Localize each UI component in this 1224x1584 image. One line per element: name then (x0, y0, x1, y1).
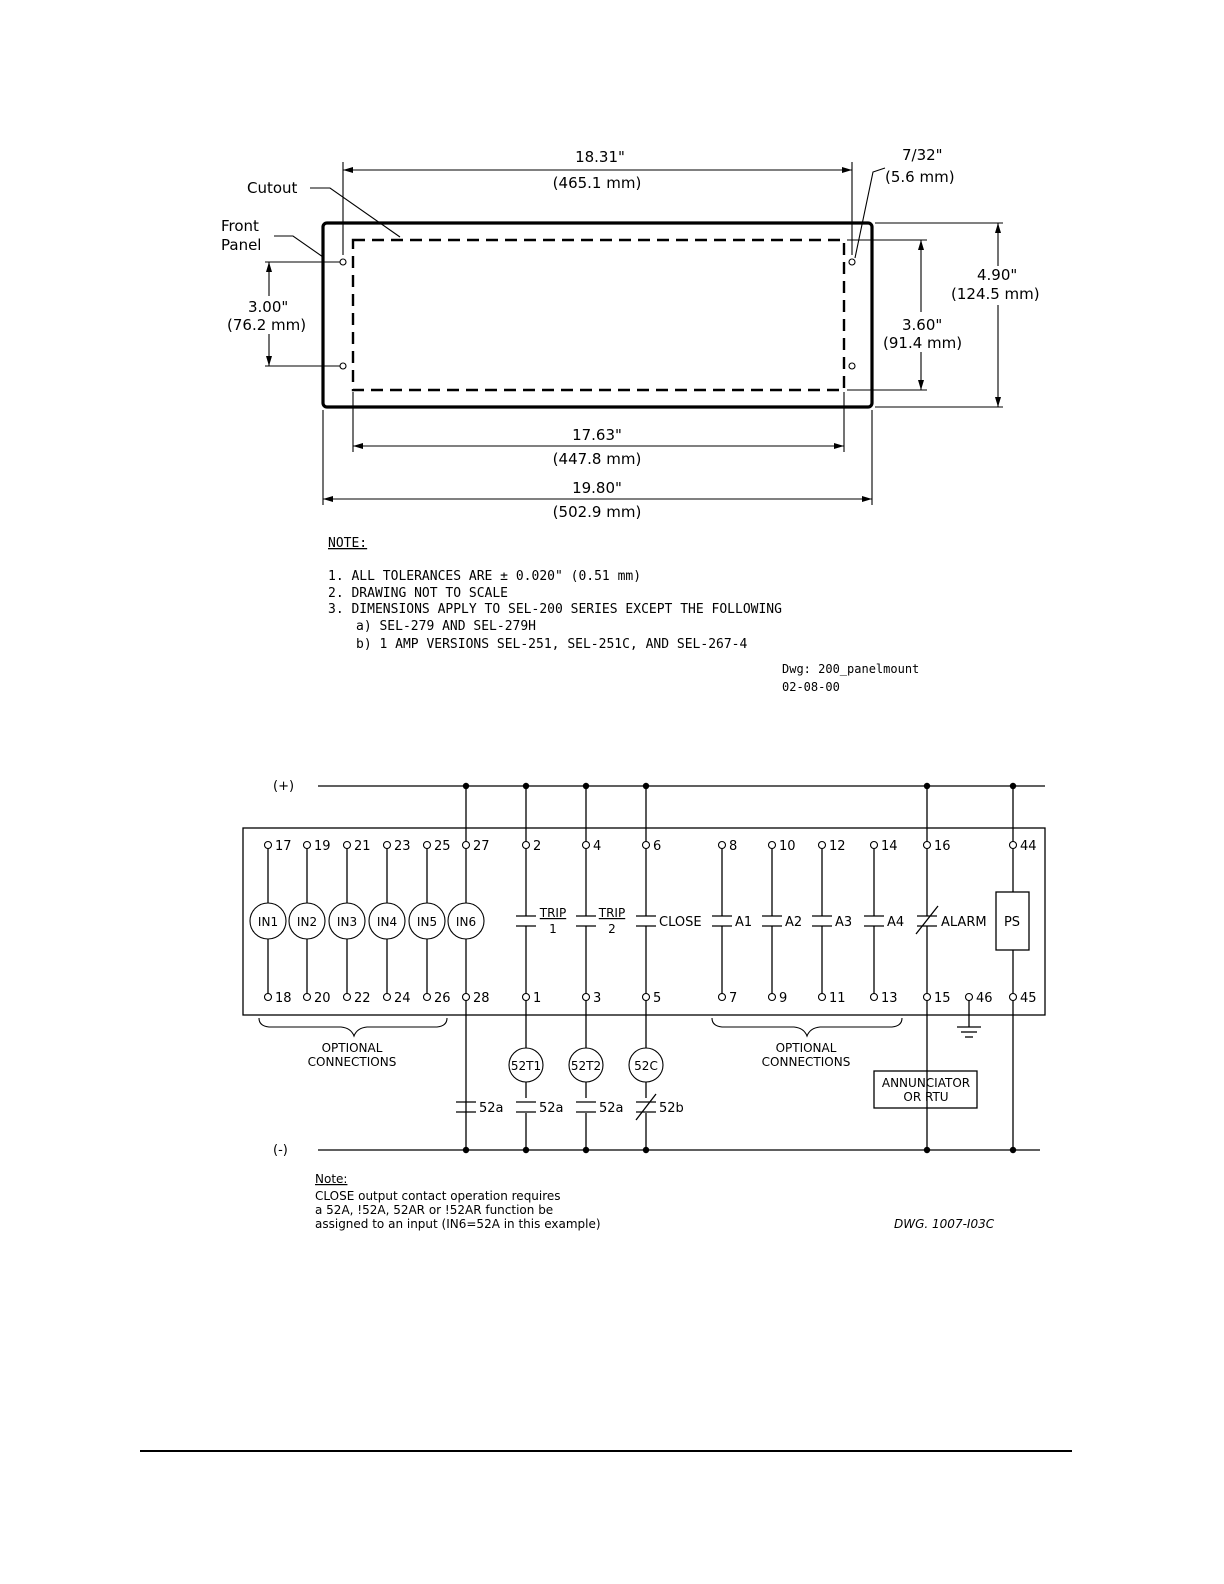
input-label: IN6 (455, 915, 477, 929)
terminal-number: 11 (829, 991, 846, 1006)
optional-brace-right (712, 1018, 902, 1036)
terminal-number: 9 (779, 991, 788, 1006)
contact-label: 52a (599, 1101, 624, 1116)
terminal-number: 1 (533, 991, 542, 1006)
wiring-note-line-3: assigned to an input (IN6=52A in this example) (315, 1217, 601, 1231)
mounting-hole (340, 363, 346, 369)
terminal-number: 3 (593, 991, 602, 1006)
terminal-number: 46 (976, 991, 993, 1006)
front-panel-label: Front (221, 217, 259, 235)
note-line-3: 3. DIMENSIONS APPLY TO SEL-200 SERIES EXCEPT THE FOLLOWING (328, 602, 782, 617)
negative-label: (-) (273, 1143, 288, 1158)
dim-left-inches: 3.00" (248, 298, 289, 316)
mounting-hole (849, 363, 855, 369)
notes-heading: NOTE: (328, 536, 368, 551)
aux-label: A4 (887, 915, 905, 930)
dim-right-outer-inches: 4.90" (977, 266, 1018, 284)
dim-right-inner-mm: (91.4 mm) (883, 334, 963, 352)
power-supply-group (996, 786, 1037, 1150)
ground-terminal (957, 991, 993, 1037)
dim-cut-mm: (447.8 mm) (552, 450, 642, 468)
output-group (456, 786, 702, 1150)
contact-label: 52b (659, 1101, 684, 1116)
wiring-note-line-2: a 52A, !52A, 52AR or !52AR function be (315, 1203, 554, 1217)
terminal-number: 8 (729, 839, 738, 854)
drawing-date: 02-08-00 (782, 680, 840, 694)
contact-label: 52a (539, 1101, 564, 1116)
coil-label: 52C (634, 1059, 658, 1073)
dim-cut-inches: 17.63" (572, 426, 622, 444)
mounting-hole (849, 259, 855, 265)
terminal-number: 27 (473, 839, 490, 854)
dim-left-mm: (76.2 mm) (227, 316, 307, 334)
input-label: IN1 (257, 915, 279, 929)
dim-corner-mm: (5.6 mm) (885, 168, 955, 186)
optional-label: OPTIONAL (775, 1041, 837, 1055)
dim-corner-inches: 7/32" (902, 146, 943, 164)
annunciator-label: ANNUNCIATOR (881, 1076, 971, 1090)
terminal-number: 13 (881, 991, 898, 1006)
positive-label: (+) (273, 779, 295, 794)
note-line-1: 1. ALL TOLERANCES ARE ± 0.020" (0.51 mm) (328, 569, 642, 584)
terminal-number: 45 (1020, 991, 1037, 1006)
note-line-2: 2. DRAWING NOT TO SCALE (328, 586, 509, 601)
terminal-number: 23 (394, 839, 411, 854)
dim-top-mm: (465.1 mm) (552, 174, 642, 192)
annunciator-label-2: OR RTU (903, 1090, 949, 1104)
mounting-hole (340, 259, 346, 265)
terminal-number: 6 (653, 839, 662, 854)
close-label: CLOSE (659, 915, 702, 930)
note-line-4: a) SEL-279 AND SEL-279H (356, 619, 537, 634)
input-label: IN2 (296, 915, 318, 929)
terminal-number: 25 (434, 839, 451, 854)
terminal-number: 19 (314, 839, 331, 854)
terminal-number: 20 (314, 991, 331, 1006)
cutout-label: Cutout (247, 179, 298, 197)
optional-label: OPTIONAL (321, 1041, 383, 1055)
trip1-label: TRIP (539, 906, 567, 920)
dim-right-outer-mm: (124.5 mm) (951, 285, 1040, 303)
coil-label: 52T1 (510, 1059, 542, 1073)
terminal-number: 24 (394, 991, 411, 1006)
input-label: IN3 (336, 915, 358, 929)
terminal-number: 12 (829, 839, 846, 854)
terminal-number: 4 (593, 839, 602, 854)
aux-output-group (712, 839, 904, 1006)
optional-label-2: CONNECTIONS (307, 1055, 397, 1069)
trip2-number: 2 (608, 922, 616, 936)
optional-brace-left (259, 1018, 447, 1036)
panel-notes (328, 536, 919, 694)
terminal-number: 10 (779, 839, 796, 854)
wiring-drawing-number: DWG. 1007-I03C (894, 1217, 995, 1231)
optional-label-2: CONNECTIONS (761, 1055, 851, 1069)
terminal-number: 16 (934, 839, 951, 854)
front-panel-outline (323, 223, 872, 407)
terminal-number: 15 (934, 991, 951, 1006)
terminal-number: 5 (653, 991, 662, 1006)
panel-mount-drawing (221, 146, 1040, 521)
dim-right-inner-inches: 3.60" (902, 316, 943, 334)
note-line-5: b) 1 AMP VERSIONS SEL-251, SEL-251C, AND SEL-267-4 (356, 637, 748, 652)
trip2-label: TRIP (598, 906, 626, 920)
front-panel-label-2: Panel (221, 236, 262, 254)
coil-label: 52T2 (570, 1059, 602, 1073)
aux-label: A1 (735, 915, 753, 930)
trip1-number: 1 (549, 922, 557, 936)
terminal-number: 28 (473, 991, 490, 1006)
wiring-diagram (243, 779, 1045, 1158)
terminal-number: 14 (881, 839, 898, 854)
terminal-number: 21 (354, 839, 371, 854)
input-label: IN4 (376, 915, 398, 929)
aux-label: A3 (835, 915, 853, 930)
dim-top-inches: 18.31" (575, 148, 625, 166)
terminal-number: 7 (729, 991, 738, 1006)
terminal-number: 18 (275, 991, 292, 1006)
alarm-label: ALARM (941, 915, 987, 930)
terminal-number: 26 (434, 991, 451, 1006)
ps-label: PS (1003, 915, 1021, 930)
terminal-number: 22 (354, 991, 371, 1006)
dim-total-inches: 19.80" (572, 479, 622, 497)
wiring-note-heading: Note: (315, 1172, 348, 1186)
input-group (250, 786, 490, 1150)
drawing-number: Dwg: 200_panelmount (782, 662, 920, 676)
terminal-number: 2 (533, 839, 542, 854)
cutout-outline (353, 240, 844, 390)
dim-total-mm: (502.9 mm) (552, 503, 642, 521)
input-label: IN5 (416, 915, 438, 929)
terminal-number: 17 (275, 839, 292, 854)
terminal-number: 44 (1020, 839, 1037, 854)
wiring-note-line-1: CLOSE output contact operation requires (315, 1189, 561, 1203)
wiring-note (315, 1172, 995, 1231)
aux-label: A2 (785, 915, 803, 930)
contact-label: 52a (479, 1101, 504, 1116)
